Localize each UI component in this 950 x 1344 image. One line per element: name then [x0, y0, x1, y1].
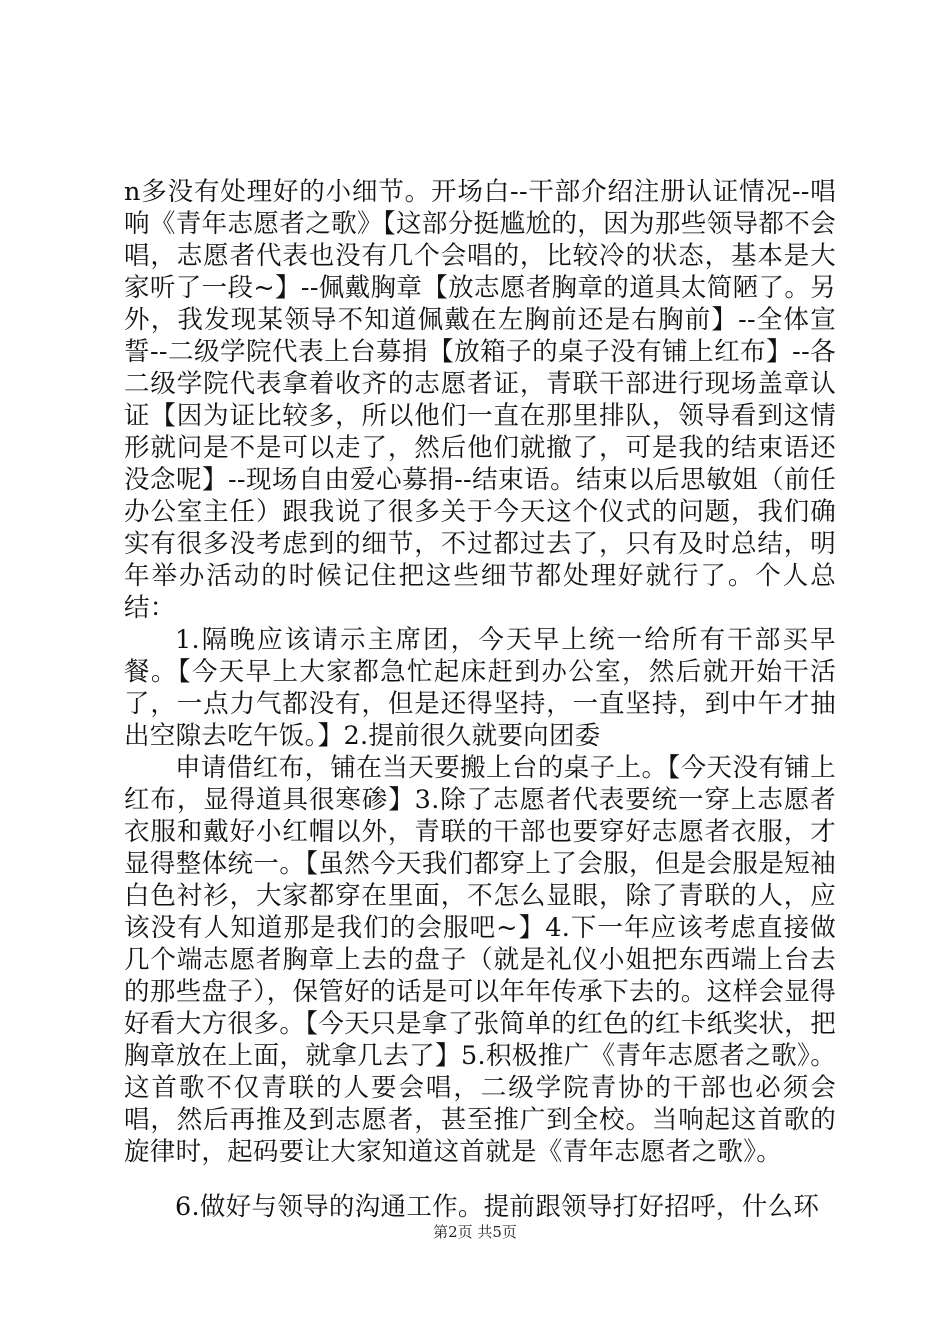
- paragraph-summary-item-6: 6.做好与领导的沟通工作。提前跟领导打好招呼，什么环: [175, 1192, 820, 1222]
- page-footer: 第2页 共5页: [433, 1223, 517, 1241]
- document-body: [124, 176, 836, 1223]
- paragraph-summary-item-1: 1.隔晚应该请示主席团，今天早上统一给所有干部买早餐。【今天早上大家都急忙起床赶到办公室，然后就开始干活了，一点力气都没有，但是还得坚持，一直坚持，到中午才抽出空隙去吃午饭。】2.提前很久就要向团委: [124, 625, 836, 751]
- paragraph-event-review: n多没有处理好的小细节。开场白--干部介绍注册认证情况--唱响《青年志愿者之歌》【这部分挺尴尬的，因为那些领导都不会唱，志愿者代表也没有几个会唱的，比较冷的状态，基本是大家听了一段~】--佩戴胸章【放志愿者胸章的道具太简陋了。另外，我发现某领导不知道佩戴在左胸前还是右胸前】--全体宣誓--二级学院代表上台募捐【放箱子的桌子没有铺上红布】--各二级学院代表拿着收齐的志愿者证，青联干部进行现场盖章认证【因为证比较多，所以他们一直在那里排队，领导看到这情形就问是不是可以走了，然后他们就撤了，可是我的结束语还没念呢】--现场自由爱心募捐--结束语。结束以后思敏姐（前任办公室主任）跟我说了很多关于今天这个仪式的问题，我们确实有很多没考虑到的细节，不过都过去了，只有及时总结，明年举办活动的时候记住把这些细节都处理好就行了。个人总结：: [124, 177, 836, 623]
- paragraph-summary-items-2-5: 申请借红布，铺在当天要搬上台的桌子上。【今天没有铺上红布，显得道具很寒碜】3.除了志愿者代表要统一穿上志愿者衣服和戴好小红帽以外，青联的干部也要穿好志愿者衣服，才显得整体统一。【虽然今天我们都穿上了会服，但是会服是短袖白色衬衫，大家都穿在里面，不怎么显眼，除了青联的人，应该没有人知道那是我们的会服吧~】4.下一年应该考虑直接做几个端志愿者胸章上去的盘子（就是礼仪小姐把东西端上台去的那些盘子），保管好的话是可以年年传承下去的。这样会显得好看大方很多。【今天只是拿了张简单的红色的红卡纸奖状，把胸章放在上面，就拿几去了】5.积极推广《青年志愿者之歌》。这首歌不仅青联的人要会唱，二级学院青协的干部也必须会唱，然后再推及到志愿者，甚至推广到全校。当响起这首歌的旋律时，起码要让大家知道这首就是《青年志愿者之歌》。: [124, 753, 836, 1167]
